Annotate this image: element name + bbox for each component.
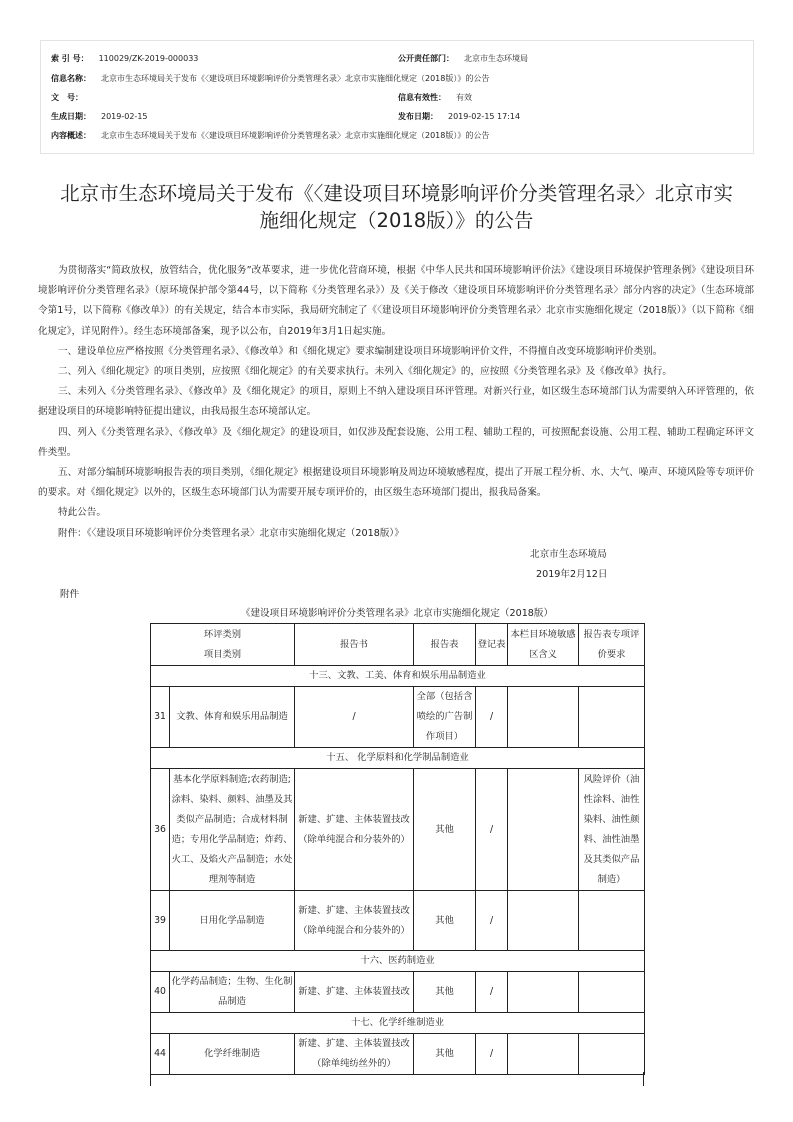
row-form: 其他 <box>414 1034 476 1075</box>
index-row <box>51 53 198 65</box>
attachment-link[interactable]: 附件：《〈建设项目环境影响评价分类管理名录〉北京市实施细化规定（2018版）》 <box>58 527 404 539</box>
section-13: 十三、文教、工美、体育和娱乐用品制造业 <box>151 666 645 687</box>
row-sensitive <box>508 769 579 891</box>
table-row <box>151 891 645 951</box>
section-row <box>151 951 645 972</box>
row-no: 44 <box>151 1034 170 1075</box>
row-sensitive <box>508 972 579 1013</box>
section-15: 十五、 化学原料和化学制品制造业 <box>151 748 645 769</box>
header-cat-bottom: 项目类别 <box>203 648 242 660</box>
row-item: 化学纤维制造 <box>170 1034 295 1075</box>
table-row <box>151 769 645 891</box>
header-row <box>151 624 645 666</box>
row-special <box>579 1034 645 1075</box>
row-register: / <box>476 891 508 951</box>
paragraph: 五、对部分编制环境影响报告表的项目类别，《细化规定》根据建设项目环境影响及周边环境敏感程度，提出了开展工程分析、水、大气、噪声、环境风险等专项评价的要求。对《细化规定》以外的，区级生态环境部门认为需要开展专项评价的，由区级生态环境部门提出，报我局备案。 <box>38 467 754 499</box>
row-form: 其他 <box>414 769 476 891</box>
announcement-body <box>38 261 754 544</box>
row-register: / <box>476 972 508 1013</box>
header-register: 登记表 <box>476 624 508 666</box>
published-row <box>398 111 520 123</box>
sign-date: 2019年2月12日 <box>536 569 608 580</box>
created-row <box>51 111 148 123</box>
docno-label: 文 号： <box>51 93 83 102</box>
row-no: 36 <box>151 769 170 891</box>
row-item: 文教、体育和娱乐用品制造 <box>170 687 295 748</box>
row-sensitive <box>508 1034 579 1075</box>
page-title <box>30 180 763 234</box>
header-book: 报告书 <box>295 624 414 666</box>
row-item: 化学药品制造；生物、生化制品制造 <box>170 972 295 1013</box>
dept-label: 公开责任部门： <box>398 54 454 63</box>
header-form: 报告表 <box>414 624 476 666</box>
row-book: 新建、扩建、主体装置技改（除单纯混合和分装外的） <box>295 769 414 891</box>
name-value: 北京市生态环境局关于发布《〈建设项目环境影响评价分类管理名录〉北京市实施细化规定（2018版）》的公告 <box>101 74 490 83</box>
section-16: 十六、医药制造业 <box>151 951 645 972</box>
row-no: 31 <box>151 687 170 748</box>
row-form: 全部（包括含喷绘的广告制作项目） <box>414 687 476 748</box>
name-row <box>51 73 489 85</box>
row-special <box>579 687 645 748</box>
index-value: 110029/ZK-2019-000033 <box>98 54 199 63</box>
row-no: 40 <box>151 972 170 1013</box>
published-label: 发布日期： <box>398 112 438 121</box>
summary-value: 北京市生态环境局关于发布《〈建设项目环境影响评价分类管理名录〉北京市实施细化规定（2018版）》的公告 <box>101 131 490 140</box>
row-book: 新建、扩建、主体装置技改 <box>295 972 414 1013</box>
row-book: 新建、扩建、主体装置技改（除单纯纺丝外的） <box>295 1034 414 1075</box>
row-item: 日用化学品制造 <box>170 891 295 951</box>
row-register: / <box>476 769 508 891</box>
signer: 北京市生态环境局 <box>530 549 607 560</box>
row-form: 其他 <box>414 891 476 951</box>
table-row <box>151 687 645 748</box>
table-row <box>151 1034 645 1075</box>
dept-value: 北京市生态环境局 <box>464 54 528 63</box>
created-value: 2019-02-15 <box>101 112 148 121</box>
section-17: 十七、化学纤维制造业 <box>151 1013 645 1034</box>
dept-row <box>398 53 528 65</box>
row-special <box>579 972 645 1013</box>
validity-label: 信息有效性： <box>398 93 446 102</box>
index-label: 索 引 号： <box>51 54 89 63</box>
name-label: 信息名称： <box>51 74 91 83</box>
table-title: 《建设项目环境影响评价分类管理名录》北京市实施细化规定（2018版） <box>240 608 554 619</box>
attachment-label: 附件 <box>60 589 80 600</box>
docno-row <box>51 92 93 104</box>
row-book: / <box>295 687 414 748</box>
summary-row <box>51 130 489 142</box>
title-line: 北京市生态环境局关于发布《〈建设项目环境影响评价分类管理名录〉北京市实 <box>60 182 733 205</box>
created-label: 生成日期： <box>51 112 91 121</box>
row-no: 39 <box>151 891 170 951</box>
table-border-continuation <box>150 1072 151 1086</box>
header-sensitive: 本栏目环境敏感区含义 <box>508 624 579 666</box>
paragraph: 为贯彻落实“简政放权，放管结合，优化服务”改革要求，进一步优化营商环境，根据《中华人民共和国环境影响评价法》《建设项目环境保护管理条例》《建设项目环境影响评价分类管理名录》（原环境保护部令第44号，以下简称《分类管理名录》）及《关于修改〈建设项目环境影响评价分类管理名录〉部分内容的决定》（生态环境部令第1号，以下简称《修改单》）的有关规定，结合本市实际，我局研究制定了《〈建设项目环境影响评价分类管理名录〉北京市实施细化规定（2018版）》（以下简称《细化规定》，详见附件）。经生态环境部备案，现予以公布，自2019年3月1日起实施。 <box>38 265 754 337</box>
table-row <box>151 972 645 1013</box>
row-special <box>579 891 645 951</box>
paragraph: 三、未列入《分类管理名录》、《修改单》及《细化规定》的项目，原则上不纳入建设项目环评管理。对新兴行业，如区级生态环境部门认为需要纳入环评管理的，依据建设项目的环境影响特征提出建议，由我局报生态环境部认定。 <box>38 386 754 418</box>
section-row <box>151 666 645 687</box>
header-cat-top: 环评类别 <box>203 628 242 640</box>
row-sensitive <box>508 687 579 748</box>
row-register: / <box>476 687 508 748</box>
row-register: / <box>476 1034 508 1075</box>
row-special: 风险评价（油性涂料、油性染料、油性颜料、油性油墨及其类似产品制造） <box>579 769 645 891</box>
section-row <box>151 748 645 769</box>
paragraph: 四、列入《分类管理名录》、《修改单》及《细化规定》的建设项目，如仅涉及配套设施、公用工程、辅助工程的，可按照配套设施、公用工程、辅助工程确定环评文件类型。 <box>38 426 754 458</box>
table-border-continuation <box>643 1072 644 1086</box>
validity-row <box>398 92 472 104</box>
row-form: 其他 <box>414 972 476 1013</box>
paragraph: 二、列入《细化规定》的项目类别，应按照《细化规定》的有关要求执行。未列入《细化规定》的，应按照《分类管理名录》及《修改单》执行。 <box>58 366 672 378</box>
header-special: 报告表专项评价要求 <box>579 624 645 666</box>
summary-label: 内容概述： <box>51 131 91 140</box>
paragraph: 特此公告。 <box>58 507 106 519</box>
row-item: 基本化学原料制造;农药制造;涂料、染料、颜料、油墨及其类似产品制造；合成材料制造；专用化学品制造；炸药、火工、及焰火产品制造；水处理剂等制造 <box>170 769 295 891</box>
title-line: 施细化规定（2018版）》的公告 <box>259 209 534 232</box>
row-book: 新建、扩建、主体装置技改（除单纯混合和分装外的） <box>295 891 414 951</box>
classification-table <box>150 623 645 1075</box>
header-category <box>151 624 295 666</box>
info-box <box>40 40 754 154</box>
row-sensitive <box>508 891 579 951</box>
section-row <box>151 1013 645 1034</box>
paragraph: 一、建设单位应严格按照《分类管理名录》、《修改单》和《细化规定》要求编制建设项目环境影响评价文件，不得擅自改变环境影响评价类别。 <box>58 345 663 357</box>
published-value: 2019-02-15 17:14 <box>448 112 521 121</box>
validity-value: 有效 <box>456 93 472 102</box>
